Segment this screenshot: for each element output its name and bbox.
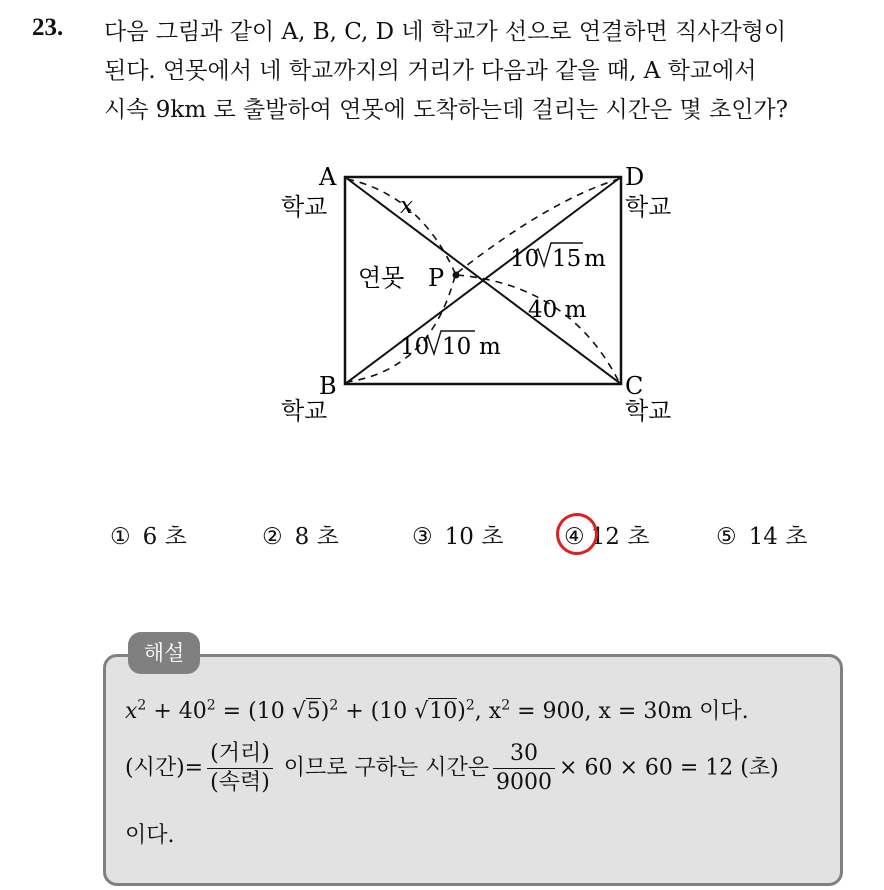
solution-line-1: $x^2 + 40^2 = (10$ √5)$^2$ + (10 √10)$^2$, $x^2 = 900$, x = 30m 이다. [125, 697, 749, 724]
choice-2-mark: ② [262, 524, 283, 550]
sol-paren-1: ) [320, 699, 330, 724]
choice-3[interactable] [412, 518, 503, 551]
frac2-num: 30 [510, 741, 539, 766]
question-text [104, 13, 874, 130]
choice-1-mark: ① [110, 524, 131, 550]
frac1-num: (거리) [210, 741, 270, 766]
sol-paren-2: ) [457, 699, 466, 724]
frac1-den: (속력) [207, 768, 273, 797]
label-pd-rad: 15 [552, 246, 582, 272]
label-pb-unit: m [479, 334, 501, 360]
label-school-c: 학교 [625, 397, 672, 425]
label-pc: 40 m [528, 297, 587, 323]
sol-eq-1: = (10 [215, 699, 292, 724]
choice-5-text: 14 초 [748, 524, 808, 550]
label-school-b: 학교 [281, 397, 328, 425]
sol-result-1: = 900, x = 30m 이다. [510, 699, 749, 724]
sol-time-label: (시간)= [125, 755, 204, 781]
label-pd-unit: m [584, 246, 606, 272]
label-x: x [400, 193, 413, 219]
label-b: B [319, 372, 337, 400]
choice-5[interactable] [716, 518, 807, 551]
choice-5-mark: ⑤ [716, 524, 737, 550]
answer-choices [0, 518, 884, 558]
sol-x2: , x [474, 699, 502, 724]
label-a: A [319, 163, 337, 191]
sol-text-mid: 이므로 구하는 시간은 [276, 755, 490, 781]
frac2-den: 9000 [493, 768, 555, 797]
sol-result-2: × 60 × 60 = 12 (초) [559, 755, 779, 781]
choice-3-text: 10 초 [444, 524, 504, 550]
label-d: D [625, 163, 645, 191]
sol-plus-40: + 40 [146, 699, 207, 724]
point-p-dot [453, 272, 460, 279]
question-number: 23. [32, 14, 64, 41]
solution-label: 해설 [128, 632, 200, 674]
label-pb-rad: 10 [442, 334, 472, 360]
question-line-2: 된다. 연못에서 네 학교까지의 거리가 다음과 같을 때, A 학교에서 [104, 58, 757, 84]
sol-sq-4: 2 [465, 697, 475, 714]
choice-2[interactable] [262, 518, 339, 551]
question-line-1: 다음 그림과 같이 A, B, C, D 네 학교가 선으로 연결하면 직사각형이 [104, 19, 787, 45]
sol-sq-5: 2 [501, 697, 511, 714]
rectangle-figure [270, 155, 710, 440]
choice-4-text: 12 초 [590, 524, 650, 550]
solution-line-3: 이다. [125, 823, 175, 848]
label-p: P [428, 264, 445, 292]
sol-rad-5: 5 [306, 699, 321, 724]
dash-arc-pc [457, 275, 619, 382]
sol-sq-2: 2 [206, 697, 216, 714]
label-c: C [625, 372, 644, 400]
choice-1[interactable] [110, 518, 187, 551]
solution-line-2 [125, 740, 779, 797]
sol-sq-3: 2 [329, 697, 339, 714]
question-line-3: 시속 9km 로 출발하여 연못에 도착하는데 걸리는 시간은 몇 초인가? [104, 97, 788, 123]
fraction-30-9000 [493, 740, 555, 797]
label-school-a: 학교 [281, 193, 328, 221]
label-pb-coef: 10 [400, 334, 430, 360]
sol-x: x [125, 699, 138, 724]
choice-3-mark: ③ [412, 524, 433, 550]
choice-2-text: 8 초 [294, 524, 339, 550]
choice-4-mark: ④ [564, 524, 585, 550]
sol-sq-1: 2 [137, 697, 147, 714]
label-pd-coef: 10 [510, 246, 540, 272]
label-school-d: 학교 [625, 193, 672, 221]
label-pond: 연못 [358, 264, 405, 292]
choice-1-text: 6 초 [142, 524, 187, 550]
figure-svg [270, 155, 710, 440]
sol-plus-2: + (10 [338, 699, 415, 724]
sol-rad-10: 10 [429, 699, 458, 724]
fraction-distance-speed [207, 740, 273, 797]
